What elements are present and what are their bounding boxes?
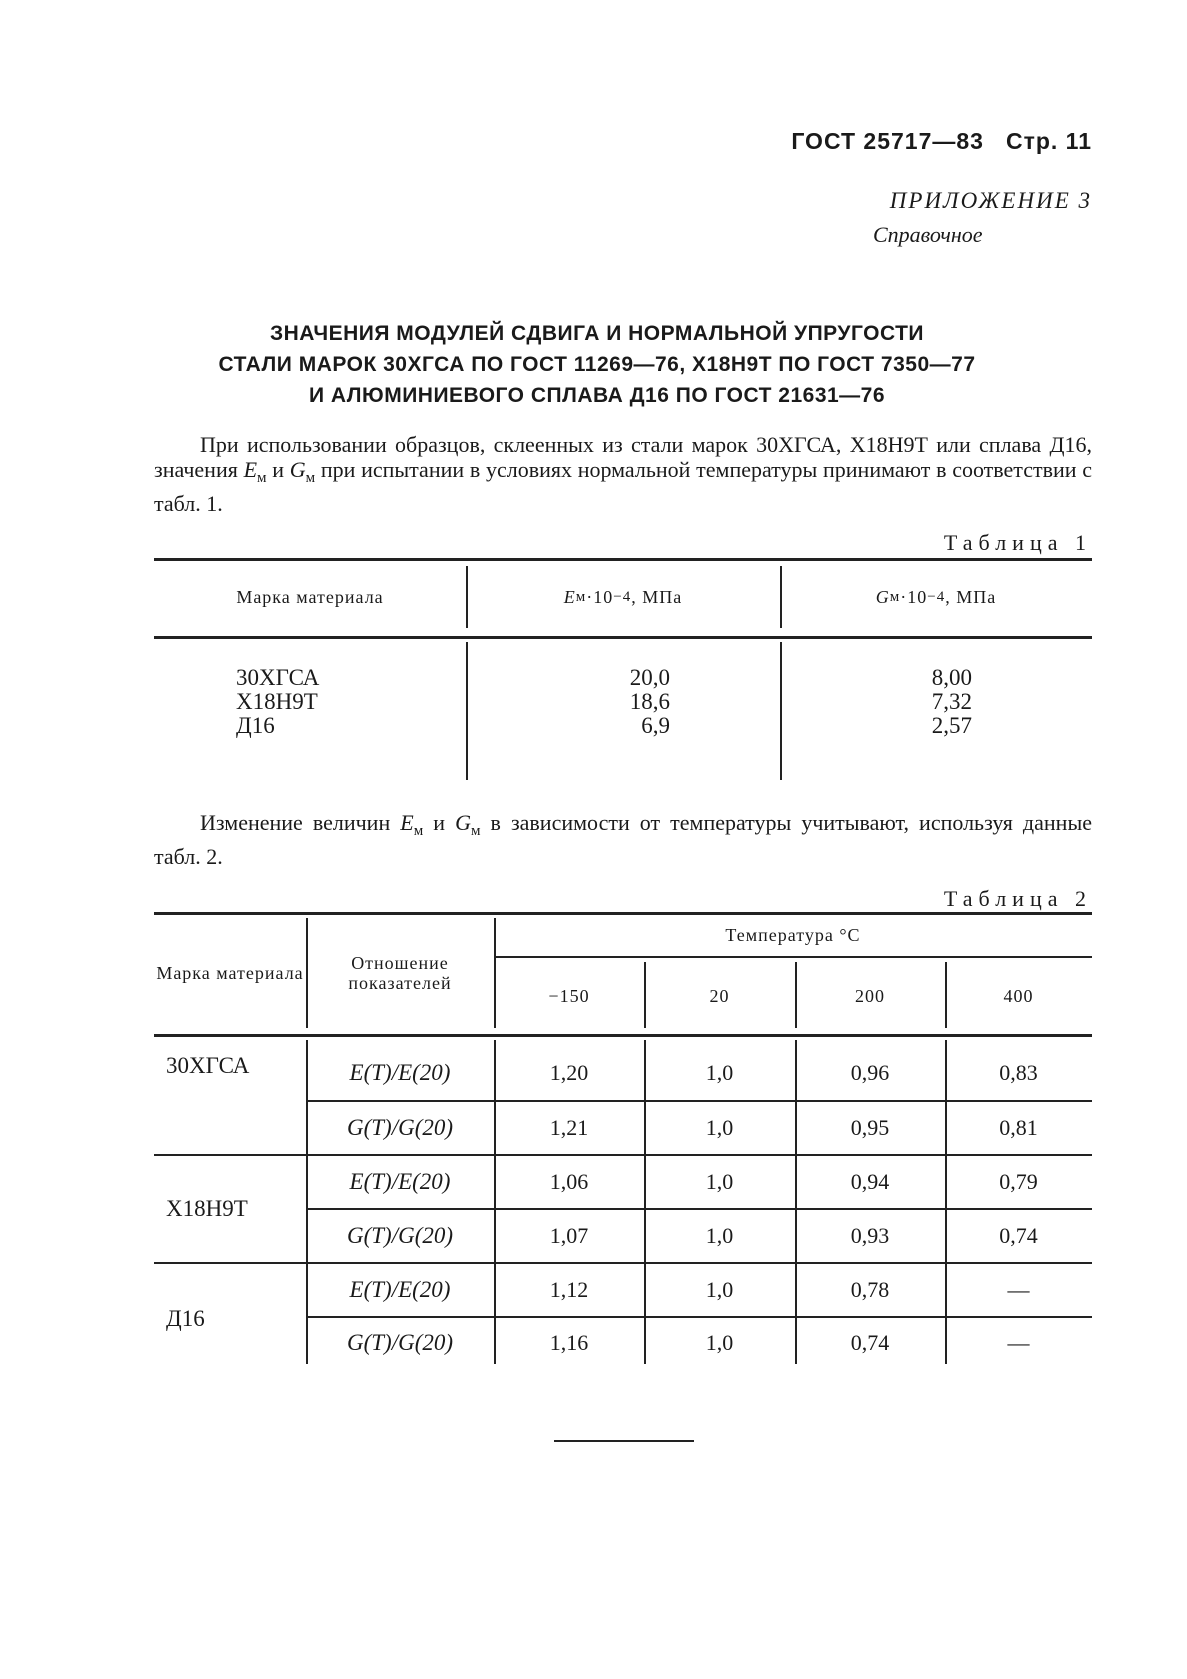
title-line-1: ЗНАЧЕНИЯ МОДУЛЕЙ СДВИГА И НОРМАЛЬНОЙ УПРУГОСТИ	[269, 322, 925, 345]
table2-caption: Таблица 2	[943, 886, 1092, 911]
table-cell: 18,6	[629, 689, 670, 714]
value-cell: 0,83	[999, 1060, 1038, 1085]
header-g-modulus	[780, 558, 1092, 636]
end-divider	[554, 1440, 694, 1442]
value-cell: 0,74	[850, 1330, 890, 1355]
table-1	[154, 558, 1092, 790]
value-cell: 1,0	[705, 1223, 734, 1248]
header-e-modulus	[466, 558, 780, 636]
symbol-g: G	[875, 586, 890, 607]
table-cell: 30ХГСА	[236, 665, 320, 690]
title-line-2: СТАЛИ МАРОК 30ХГСА ПО ГОСТ 11269—76, Х18Н9Т ПО ГОСТ 7350—77	[218, 353, 976, 376]
unit: , МПа	[945, 586, 997, 607]
header-temp-20: 20	[709, 986, 730, 1006]
value-cell: 1,0	[705, 1115, 734, 1140]
appendix-label: ПРИЛОЖЕНИЕ 3	[889, 188, 1092, 213]
symbol-g: G	[289, 457, 306, 482]
paragraph-text: и	[423, 810, 456, 835]
table-cell: Х18Н9Т	[236, 689, 318, 714]
ratio-cell: E(T)/E(20)	[349, 1169, 451, 1194]
paragraph-text: в зависимости от температуры учитывают, используя данные табл. 2.	[154, 810, 1092, 869]
table-cell: 7,32	[931, 689, 972, 714]
header-ratio: Отношение показателей	[348, 953, 452, 993]
value-cell: 1,20	[549, 1060, 589, 1085]
e-column	[566, 666, 670, 738]
value-cell: —	[1007, 1330, 1030, 1355]
title-line-3: И АЛЮМИНИЕВОГО СПЛАВА Д16 ПО ГОСТ 21631—76	[308, 384, 886, 407]
value-cell: 1,06	[549, 1169, 589, 1194]
table1-caption: Таблица 1	[943, 530, 1092, 555]
exponent: −4	[927, 588, 946, 605]
ratio-cell: G(T)/G(20)	[346, 1330, 454, 1355]
header-material: Марка материала	[236, 586, 384, 607]
value-cell: 0,95	[850, 1115, 890, 1140]
header-temperature: Температура °С	[725, 925, 861, 945]
column-divider	[780, 642, 782, 780]
paragraph-text: Изменение величин	[200, 810, 401, 835]
symbol-e: E	[243, 457, 258, 482]
value-cell: 1,12	[549, 1277, 589, 1302]
subscript-m: м	[889, 588, 901, 605]
column-divider	[466, 642, 468, 780]
appendix-kind: Справочное	[873, 222, 983, 247]
value-cell: 0,96	[850, 1060, 890, 1085]
subscript-m: м	[413, 823, 424, 839]
subscript-m: м	[305, 470, 316, 486]
intro-paragraph	[154, 432, 1092, 516]
ratio-cell: G(T)/G(20)	[346, 1115, 454, 1140]
unit: , МПа	[631, 586, 683, 607]
document-header	[791, 128, 1092, 155]
value-cell: 0,78	[850, 1277, 890, 1302]
value-cell: 0,93	[850, 1223, 890, 1248]
page-number: Стр. 11	[1005, 128, 1092, 154]
symbol-e: E	[563, 586, 576, 607]
value-cell: 1,0	[705, 1330, 734, 1355]
material-h18n9t: Х18Н9Т	[166, 1196, 248, 1221]
header-material: Марка материала	[156, 963, 304, 983]
value-cell: 0,74	[999, 1223, 1038, 1248]
table-cell: 6,9	[641, 713, 670, 738]
subscript-m: м	[470, 823, 481, 839]
ratio-cell: E(T)/E(20)	[349, 1060, 451, 1085]
value-cell: 1,0	[705, 1169, 734, 1194]
doc-code: ГОСТ 25717—83	[791, 128, 984, 154]
value-cell: 1,16	[549, 1330, 589, 1355]
material-d16: Д16	[166, 1306, 205, 1331]
material-30hgsa: 30ХГСА	[166, 1053, 250, 1078]
material-column	[236, 666, 416, 738]
value-cell: —	[1007, 1277, 1030, 1302]
multiplier: ·10	[900, 586, 928, 607]
table-cell: 2,57	[931, 713, 972, 738]
ratio-cell: E(T)/E(20)	[349, 1277, 451, 1302]
value-cell: 1,21	[549, 1115, 589, 1140]
value-cell: 1,0	[705, 1060, 734, 1085]
exponent: −4	[613, 588, 632, 605]
value-cell: 1,07	[549, 1223, 589, 1248]
paragraph-text: При использовании образцов, склеенных из стали марок 30ХГСА, Х18Н9Т или сплава Д16, значения	[154, 432, 1092, 482]
section-title	[150, 318, 1044, 411]
header-temp-200: 200	[855, 986, 885, 1006]
table-cell: 8,00	[931, 665, 972, 690]
table-rule	[154, 636, 1092, 639]
paragraph-text: при испытании в условиях нормальной температуры принимают в соответствии с табл. 1.	[154, 457, 1092, 516]
paragraph-text: и	[266, 457, 290, 482]
value-cell: 0,94	[850, 1169, 890, 1194]
g-column	[868, 666, 972, 738]
subscript-m: м	[257, 470, 267, 486]
temperature-paragraph	[154, 810, 1092, 869]
symbol-g: G	[455, 810, 471, 835]
table-cell: 20,0	[629, 665, 670, 690]
multiplier: ·10	[586, 586, 614, 607]
table-cell: Д16	[236, 713, 275, 738]
table-2	[154, 912, 1092, 1362]
value-cell: 0,79	[999, 1169, 1038, 1194]
value-cell: 0,81	[999, 1115, 1038, 1140]
value-cell: 1,0	[705, 1277, 734, 1302]
symbol-e: E	[400, 810, 414, 835]
subscript-m: м	[575, 588, 587, 605]
header-temp-400: 400	[1003, 986, 1034, 1006]
header-temp-minus150: −150	[548, 986, 590, 1006]
ratio-cell: G(T)/G(20)	[346, 1223, 454, 1248]
